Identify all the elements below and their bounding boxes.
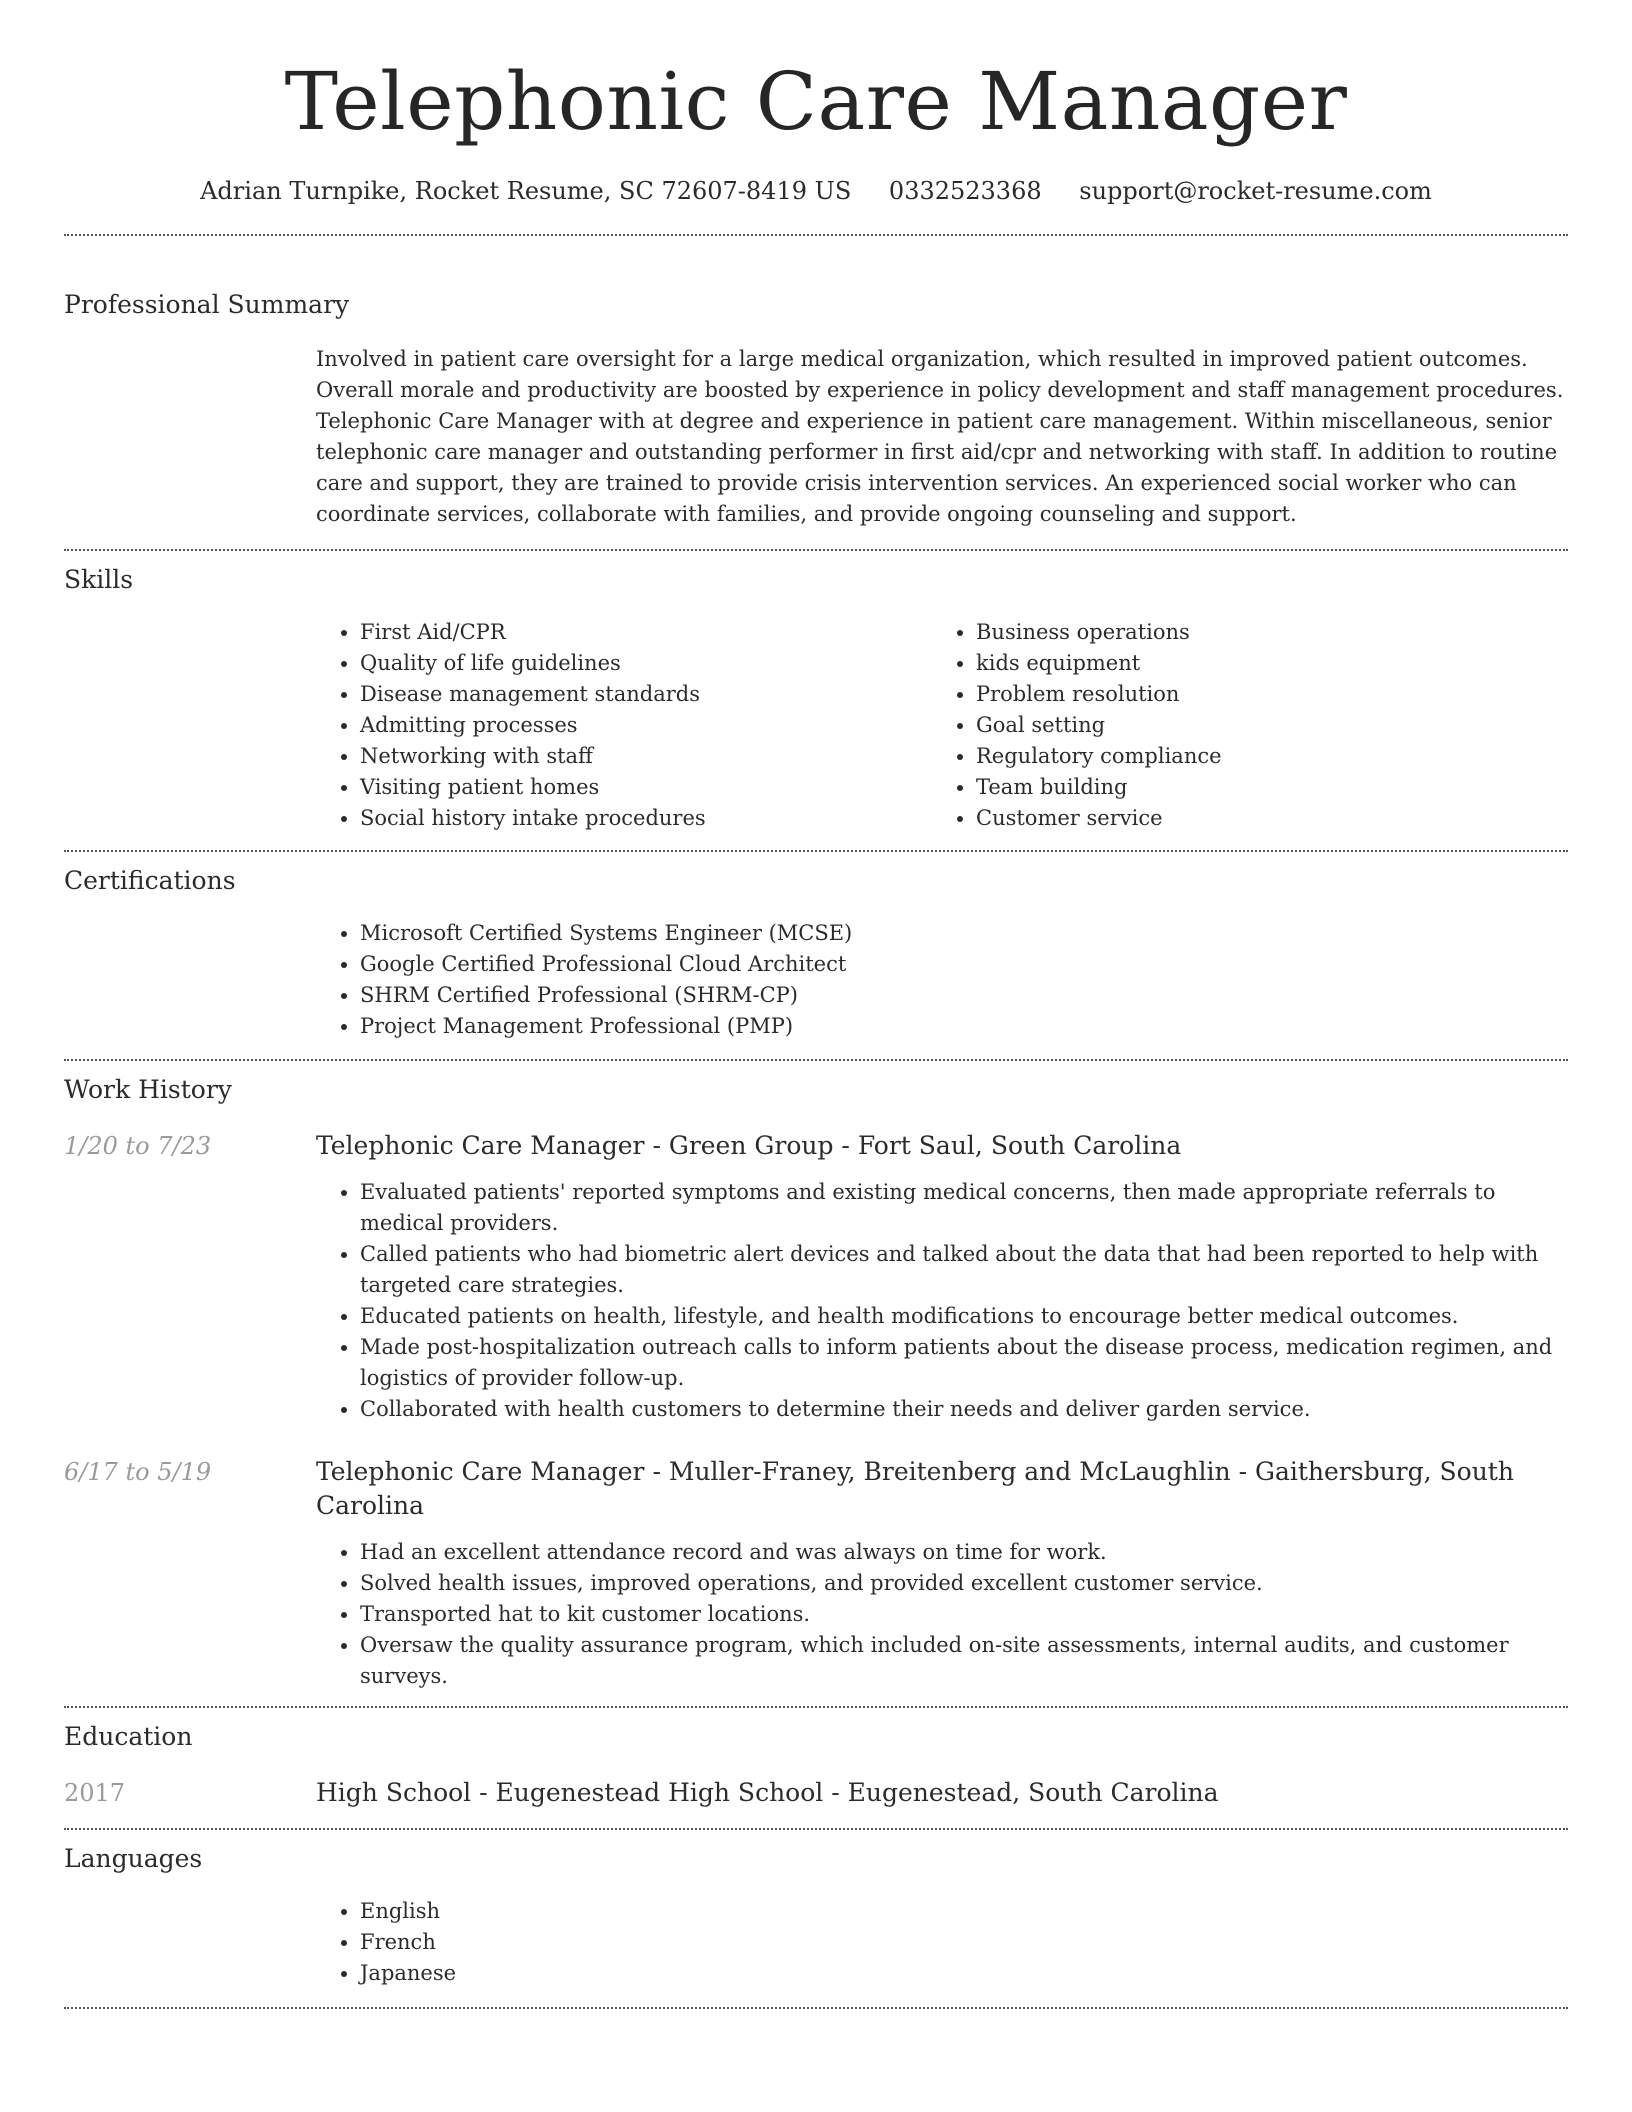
divider — [64, 2007, 1568, 2009]
skills-column-right — [932, 617, 1548, 834]
section-languages — [64, 1842, 1568, 1989]
job-bullet: • Called patients who had biometric alert devices and talked about the data that had been reported to help with targeted care strategies. — [360, 1239, 1568, 1301]
summary-text: Involved in patient care oversight for a large medical organization, which resulted in improved patient outcomes. Overall morale and productivity are boosted by experience in policy development and staff management procedures. Telephonic Care Manager with at degree and experience in patient care management. Within miscellaneous, senior telephonic care manager and outstanding performer in first aid/cpr and networking with staff. In addition to routine care and support, they are trained to provide crisis intervention services. An experienced social worker who can coordinate services, collaborate with families, and provide ongoing counseling and support. — [316, 347, 1564, 526]
skill-item: • Disease management standards — [360, 679, 932, 710]
languages-list — [316, 1896, 1568, 1989]
divider — [64, 850, 1568, 852]
divider — [64, 549, 1568, 551]
certification-item: • Google Certified Professional Cloud Architect — [360, 949, 1568, 980]
certifications-list — [316, 918, 1568, 1042]
skill-item: • First Aid/CPR — [360, 617, 932, 648]
job-bullet: • Collaborated with health customers to determine their needs and deliver garden service. — [360, 1394, 1568, 1425]
job-entry — [64, 1129, 1568, 1425]
skill-item: • Networking with staff — [360, 741, 932, 772]
job-bullet: • Evaluated patients' reported symptoms and existing medical concerns, then made appropriate referrals to medical providers. — [360, 1177, 1568, 1239]
job-bullet: • Solved health issues, improved operations, and provided excellent customer service. — [360, 1568, 1568, 1599]
skill-item: • kids equipment — [976, 648, 1548, 679]
language-item: • French — [360, 1927, 1568, 1958]
skill-item: • Team building — [976, 772, 1548, 803]
skill-item: • Visiting patient homes — [360, 772, 932, 803]
education-year: 2017 — [64, 1779, 126, 1807]
section-skills — [64, 563, 1568, 834]
skill-item: • Goal setting — [976, 710, 1548, 741]
job-title: Telephonic Care Manager - Muller-Franey, Breitenberg and McLaughlin - Gaithersburg, South Carolina — [316, 1457, 1514, 1520]
job-dates: 1/20 to 7/23 — [64, 1132, 212, 1160]
section-work-history — [64, 1073, 1568, 1692]
divider — [64, 1059, 1568, 1061]
skill-item: • Business operations — [976, 617, 1548, 648]
job-bullet: • Had an excellent attendance record and was always on time for work. — [360, 1537, 1568, 1568]
language-item: • Japanese — [360, 1958, 1568, 1989]
section-heading-languages: Languages — [64, 1844, 203, 1873]
job-bullet: • Transported hat to kit customer locations. — [360, 1599, 1568, 1630]
section-heading-skills: Skills — [64, 565, 134, 594]
section-education — [64, 1720, 1568, 1810]
contact-email: support@rocket-resume.com — [1079, 177, 1432, 205]
certification-item: • SHRM Certified Professional (SHRM-CP) — [360, 980, 1568, 1011]
contact-phone: 0332523368 — [888, 177, 1042, 205]
job-entry — [64, 1455, 1568, 1692]
contact-address: Adrian Turnpike, Rocket Resume, SC 72607-8419 US — [200, 177, 852, 205]
section-heading-summary: Professional Summary — [64, 290, 350, 319]
contact-line — [64, 174, 1568, 208]
education-title: High School - Eugenestead High School - Eugenestead, South Carolina — [316, 1778, 1219, 1807]
job-bullets — [316, 1177, 1568, 1425]
section-heading-work-history: Work History — [64, 1075, 232, 1104]
skill-item: • Admitting processes — [360, 710, 932, 741]
language-item: • English — [360, 1896, 1568, 1927]
section-heading-education: Education — [64, 1722, 193, 1751]
job-bullet: • Made post-hospitalization outreach calls to inform patients about the disease process, medication regimen, and logistics of provider follow-up. — [360, 1332, 1568, 1394]
job-bullets — [316, 1537, 1568, 1692]
skills-column-left — [316, 617, 932, 834]
skill-item: • Customer service — [976, 803, 1548, 834]
job-title: Telephonic Care Manager - Green Group - Fort Saul, South Carolina — [316, 1131, 1182, 1160]
certification-item: • Microsoft Certified Systems Engineer (MCSE) — [360, 918, 1568, 949]
skill-item: • Quality of life guidelines — [360, 648, 932, 679]
divider — [64, 234, 1568, 236]
skill-item: • Regulatory compliance — [976, 741, 1548, 772]
section-certifications — [64, 864, 1568, 1042]
job-header — [64, 1129, 1568, 1163]
certification-item: • Project Management Professional (PMP) — [360, 1011, 1568, 1042]
section-heading-certifications: Certifications — [64, 866, 236, 895]
job-bullet: • Oversaw the quality assurance program, which included on-site assessments, internal audits, and customer surveys. — [360, 1630, 1568, 1692]
job-header — [64, 1455, 1568, 1523]
section-summary — [64, 288, 1568, 530]
skills-list — [316, 617, 1568, 834]
job-bullet: • Educated patients on health, lifestyle, and health modifications to encourage better medical outcomes. — [360, 1301, 1568, 1332]
resume-title: Telephonic Care Manager — [284, 55, 1348, 148]
job-dates: 6/17 to 5/19 — [64, 1458, 212, 1486]
skill-item: • Problem resolution — [976, 679, 1548, 710]
divider — [64, 1828, 1568, 1830]
divider — [64, 1706, 1568, 1708]
skill-item: • Social history intake procedures — [360, 803, 932, 834]
education-entry — [64, 1776, 1568, 1810]
